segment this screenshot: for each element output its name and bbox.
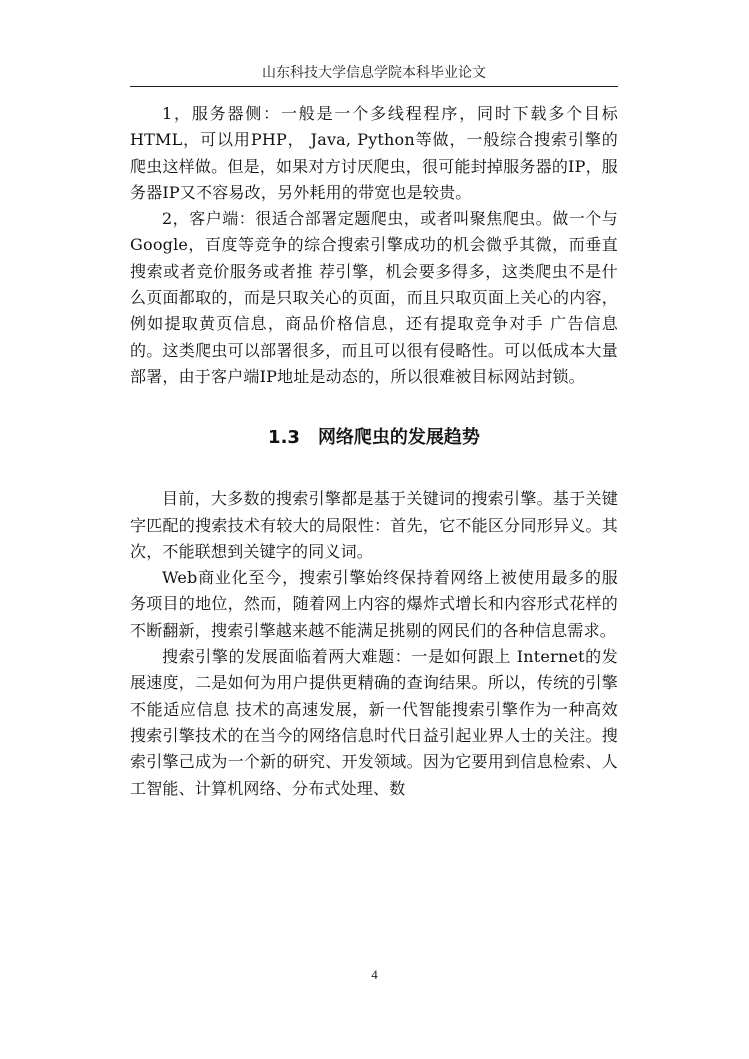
section-title-text: 网络爬虫的发展趋势 bbox=[317, 427, 480, 449]
page-header-title: 山东科技大学信息学院本科毕业论文 bbox=[262, 65, 486, 81]
paragraph-client-side: 2，客户端：很适合部署定题爬虫，或者叫聚焦爬虫。做一个与Google，百度等竞争的综合搜索引擎成功的机会微乎其微，而垂直搜索或者竞价服务或者推 荐引擎，机会要多得多，这类爬虫不是什么页面都取的，而是只取关心的页面，而且只取页面上关心的内容，例如提取黄页信息，商品价格信息，还有提取竞争对手 广告信息的。这类爬虫可以部署很多，而且可以很有侵略性。可以低成本大量部署，由于客户端IP地址是动态的，所以很难被目标网站封锁。 bbox=[130, 209, 618, 386]
header-divider bbox=[130, 86, 618, 87]
page-number: 4 bbox=[371, 967, 378, 982]
section-heading bbox=[130, 390, 618, 486]
document-body bbox=[130, 101, 618, 802]
paragraph-keyword-search: 目前，大多数的搜索引擎都是基于关键词的搜索引擎。基于关键字匹配的搜索技术有较大的局限性：首先，它不能区分同形异义。其次，不能联想到关键字的同义词。 bbox=[130, 489, 618, 561]
paragraph-search-engine-challenges: 搜索引擎的发展面临着两大难题：一是如何跟上 Internet的发展速度，二是如何为用户提供更精确的查询结果。所以，传统的引擎不能适应信息 技术的高速发展，新一代智能搜索引擎作为一种高效搜索引擎技术的在当今的网络信息时代日益引起业界人士的关注。搜索引擎己成为一个新的研究、开发领域。因为它要用到信息检索、人工智能、计算机网络、分布式处理、数 bbox=[130, 647, 618, 798]
paragraph-web-commercialization: Web商业化至今，搜索引擎始终保持着网络上被使用最多的服务项目的地位，然而，随着网上内容的爆炸式增长和内容形式花样的不断翻新，搜索引擎越来越不能满足挑剔的网民们的各种信息需求。 bbox=[130, 568, 618, 640]
paragraph-server-side: 1，服务器侧：一般是一个多线程程序，同时下载多个目标HTML，可以用PHP， Java, Python等做，一般综合搜索引擎的爬虫这样做。但是，如果对方讨厌爬虫，很可能封掉服务器的IP，服务器IP又不容易改，另外耗用的带宽也是较贵。 bbox=[130, 104, 618, 202]
section-number: 1.3 bbox=[268, 427, 300, 449]
